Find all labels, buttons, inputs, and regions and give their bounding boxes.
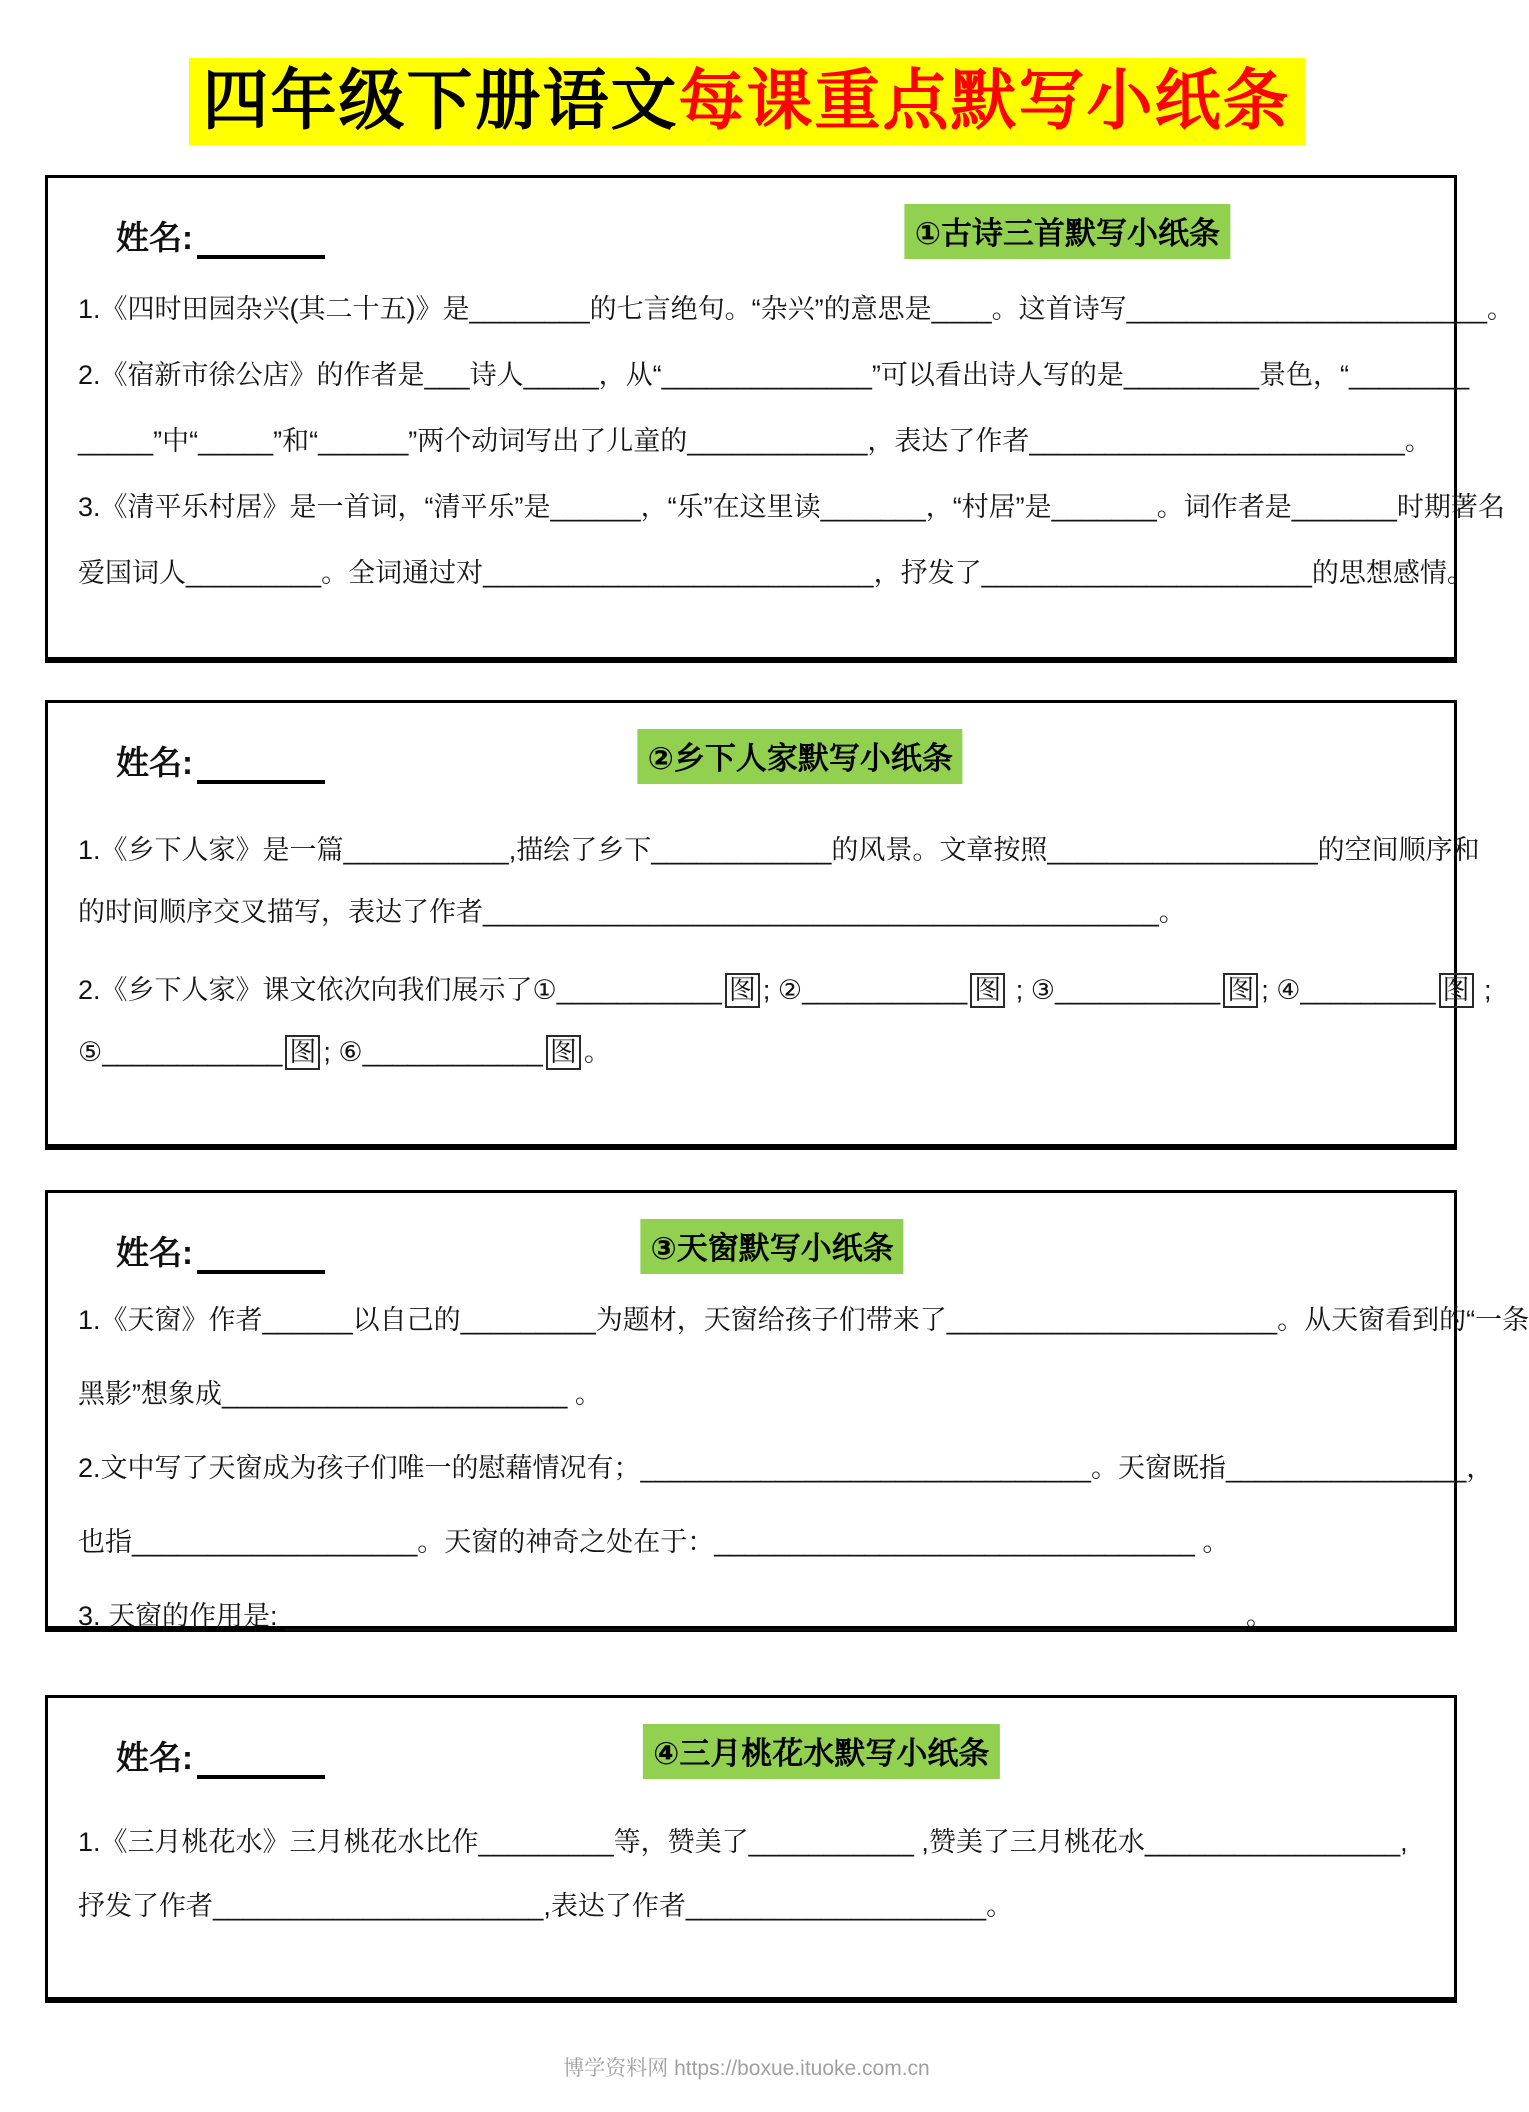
name-field [116, 1732, 325, 1779]
name-field [116, 1227, 325, 1274]
boxed-char: 图 [725, 973, 760, 1008]
line-segment: ; ②___________ [762, 975, 968, 1005]
question-line: 也指___________________。天窗的神奇之处在于：________________________________ 。 [78, 1527, 1230, 1557]
page-title [0, 58, 1493, 145]
boxed-char: 图 [1439, 973, 1474, 1008]
boxed-char: 图 [546, 1035, 581, 1070]
question-line: 黑影”想象成_______________________ 。 [78, 1379, 602, 1409]
question-line: 2.《宿新市徐公店》的作者是___诗人_____，从“______________”可以看出诗人写的是_________景色，“________ [78, 360, 1470, 390]
name-label: 姓名: [116, 219, 193, 256]
question-line: 爱国词人_________。全词通过对__________________________，抒发了______________________的思想感情。 [78, 558, 1474, 588]
name-label: 姓名: [116, 744, 193, 781]
section-header [48, 178, 1454, 266]
section-header [48, 703, 1454, 791]
question-line [78, 959, 1492, 1021]
footer-site-link[interactable]: 博学资料网 https://boxue.ituoke.com.cn [563, 2057, 930, 2080]
section-title-badge: ④三月桃花水默写小纸条 [643, 1724, 999, 1779]
section-ancient-poems [45, 175, 1515, 663]
name-blank-line [197, 750, 325, 784]
page-footer [0, 2052, 1493, 2082]
name-label: 姓名: [116, 1234, 193, 1271]
line-segment: ⑤____________ [78, 1037, 283, 1067]
section-march-peach-blossom-water [45, 1695, 1457, 2003]
question-area [48, 1283, 1529, 1653]
question-area [48, 819, 1492, 1083]
question-line: 1.《乡下人家》是一篇___________,描绘了乡下____________的风景。文章按照__________________的空间顺序和 [78, 835, 1480, 865]
line-segment: 2.《乡下人家》课文依次向我们展示了①___________ [78, 975, 722, 1005]
line-segment: 。 [583, 1037, 611, 1067]
question-line: 抒发了作者______________________,表达了作者____________________。 [78, 1891, 1014, 1921]
boxed-char: 图 [1223, 973, 1258, 1008]
name-blank-line [197, 1240, 325, 1274]
question-line: 3. 天窗的作用是: ________________________________________________________________。 [78, 1601, 1274, 1631]
name-blank-line [197, 1745, 325, 1779]
name-blank-line [197, 225, 325, 259]
question-line: 1.《三月桃花水》三月桃花水比作_________等，赞美了___________ ,赞美了三月桃花水_________________, [78, 1827, 1408, 1857]
question-area [48, 1810, 1454, 1938]
section-title-badge: ①古诗三首默写小纸条 [905, 204, 1230, 259]
boxed-char: 图 [970, 973, 1005, 1008]
question-area [48, 276, 1515, 606]
page-title-subject: 每课重点默写小纸条 [678, 63, 1291, 137]
question-line: 的时间顺序交叉描写，表达了作者_____________________________________________。 [78, 897, 1186, 927]
boxed-char: 图 [285, 1035, 320, 1070]
section-title-badge: ③天窗默写小纸条 [640, 1219, 903, 1274]
page-title-highlight [189, 58, 1305, 145]
line-segment: ; ③___________ [1008, 975, 1221, 1005]
page-title-grade: 四年级下册语文 [202, 63, 679, 137]
line-segment: ; ④_________ [1261, 975, 1436, 1005]
question-line [78, 1021, 1430, 1083]
question-line: _____”中“_____”和“______”两个动词写出了儿童的____________，表达了作者_________________________。 [78, 426, 1432, 456]
question-line: 1.《天窗》作者______以自己的_________为题材，天窗给孩子们带来了______________________。从天窗看到的“一条 [78, 1305, 1529, 1335]
question-line: 1.《四时田园杂兴(其二十五)》是________的七言绝句。“杂兴”的意思是____。这首诗写________________________。 [78, 294, 1515, 324]
line-segment: ; ⑥____________ [323, 1037, 543, 1067]
question-line: 2.文中写了天窗成为孩子们唯一的慰藉情况有；______________________________。天窗既指________________， [78, 1453, 1494, 1483]
section-countryside-homes [45, 700, 1492, 1150]
section-header [48, 1193, 1454, 1281]
name-field [116, 737, 325, 784]
section-header [48, 1698, 1454, 1786]
name-label: 姓名: [116, 1739, 193, 1776]
question-line: 3.《清平乐村居》是一首词，“清平乐”是______，“乐”在这里读_______，“村居”是_______。词作者是_______时期著名 [78, 492, 1505, 522]
name-field [116, 212, 325, 259]
section-title-badge: ②乡下人家默写小纸条 [638, 729, 963, 784]
section-skylight [45, 1190, 1529, 1632]
line-segment: ; [1476, 975, 1492, 1005]
